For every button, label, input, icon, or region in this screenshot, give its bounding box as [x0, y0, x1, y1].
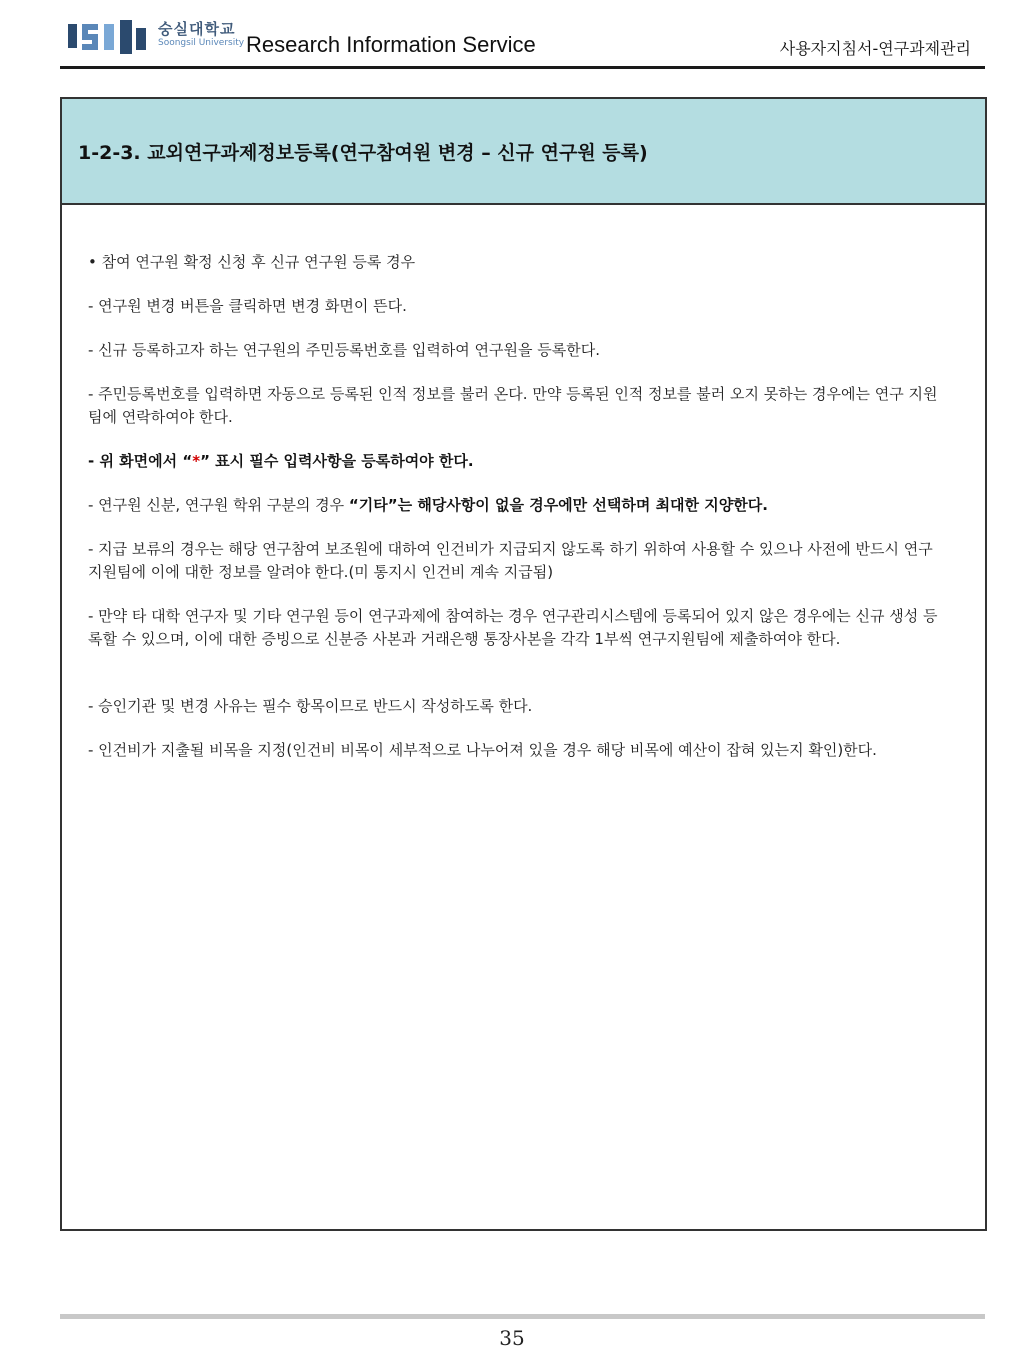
- paragraph-required-fields: [88, 450, 945, 473]
- paragraph-auto-load: - 주민등록번호를 입력하면 자동으로 등록된 인적 정보를 불러 온다. 만약 등록된 인적 정보를 불러 오지 못하는 경우에는 연구 지원팀에 연락하여야 한다.: [88, 385, 938, 426]
- bullet-heading: • 참여 연구원 확정 신청 후 신규 연구원 등록 경우: [88, 253, 416, 271]
- section-body: [62, 205, 985, 762]
- logo-english-name: Soongsil University: [158, 38, 245, 48]
- other-option-normal: - 연구원 신분, 연구원 학위 구분의 경우: [88, 496, 349, 514]
- paragraph-external-researcher: - 만약 타 대학 연구자 및 기타 연구원 등이 연구과제에 참여하는 경우 연구관리시스템에 등록되어 있지 않은 경우에는 신규 생성 등록할 수 있으며, 이에 대한 증빙으로 신분증 사본과 거래은행 통장사본을 각각 1부씩 연구지원팀에 제출하여야 한다.: [88, 607, 938, 648]
- section-title-band: [62, 99, 985, 205]
- page-number: 35: [499, 1326, 525, 1350]
- section-title: 1-2-3. 교외연구과제정보등록(연구참여원 변경 – 신규 연구원 등록): [78, 141, 648, 164]
- paragraph-change-button: - 연구원 변경 버튼을 클릭하면 변경 화면이 뜬다.: [88, 297, 407, 315]
- paragraph-register-id: - 신규 등록하고자 하는 연구원의 주민등록번호를 입력하여 연구원을 등록한다.: [88, 341, 601, 359]
- university-logo-mark-icon: [68, 20, 148, 54]
- required-text-after: ” 표시 필수 입력사항을 등록하여야 한다.: [200, 452, 474, 470]
- site-title: Research Information Service: [246, 32, 536, 57]
- header-divider: [60, 66, 985, 69]
- content-frame: [60, 97, 987, 1231]
- footer-divider: [60, 1314, 985, 1319]
- required-star: *: [192, 452, 201, 470]
- paragraph-other-option: [88, 494, 945, 517]
- paragraph-payment-hold: - 지급 보류의 경우는 해당 연구참여 보조원에 대하여 인건비가 지급되지 않도록 하기 위하여 사용할 수 있으나 사전에 반드시 연구지원팀에 이에 대한 정보를 알려야 한다.(미 통지시 인건비 계속 지급됨): [88, 540, 933, 581]
- document-label: 사용자지침서-연구과제관리: [779, 39, 971, 58]
- other-option-bold: “기타”는 해당사항이 없을 경우에만 선택하며 최대한 지양한다.: [348, 496, 768, 514]
- required-text-before: - 위 화면에서 “: [88, 452, 193, 470]
- page-header: [60, 16, 985, 66]
- logo-korean-name: 숭실대학교: [158, 20, 236, 38]
- paragraph-budget-item: - 인건비가 지출될 비목을 지정(인건비 비목이 세부적으로 나누어져 있을 경우 해당 비목에 예산이 잡혀 있는지 확인)한다.: [88, 741, 877, 759]
- paragraph-approval-reason: - 승인기관 및 변경 사유는 필수 항목이므로 반드시 작성하도록 한다.: [88, 697, 533, 715]
